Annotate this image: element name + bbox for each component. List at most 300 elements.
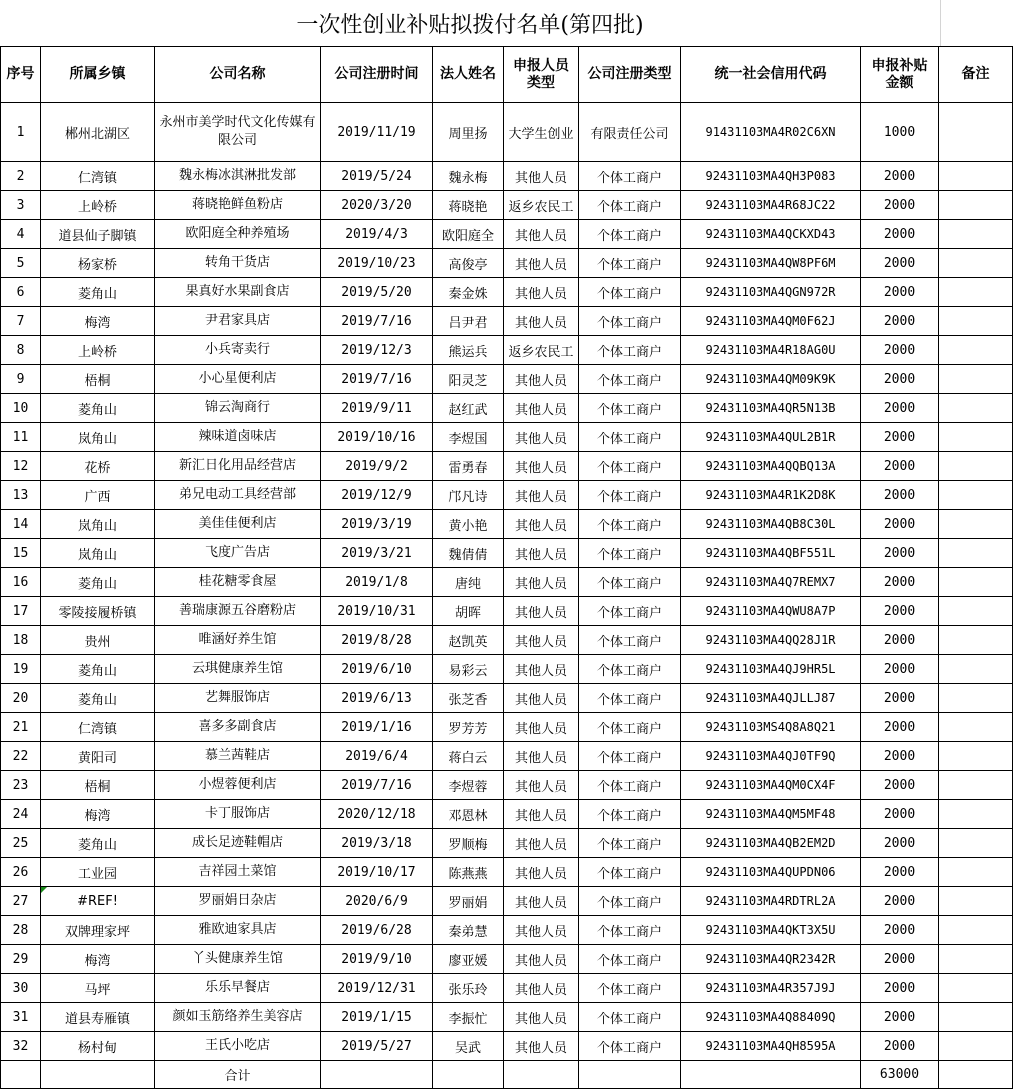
cell-company[interactable]: 蒋晓艳鲜鱼粉店 [155,191,321,220]
cell-reg-date[interactable]: 2019/12/31 [321,974,433,1003]
cell-town[interactable]: 梅湾 [41,800,155,829]
cell-note[interactable] [939,423,1013,452]
cell-town[interactable]: 郴州北湖区 [41,103,155,162]
cell-no[interactable]: 20 [1,684,41,713]
cell-legal-person[interactable]: 熊运兵 [433,336,504,365]
cell-applicant-type[interactable]: 其他人员 [504,568,579,597]
cell-credit-code[interactable]: 92431103MA4QGN972R [681,278,861,307]
cell-amount[interactable]: 2000 [861,684,939,713]
cell-legal-person[interactable]: 李煜国 [433,423,504,452]
cell-reg-date[interactable]: 2020/12/18 [321,800,433,829]
cell-reg-date[interactable]: 2019/10/31 [321,597,433,626]
cell-credit-code[interactable]: 92431103MA4QBF551L [681,539,861,568]
cell-applicant-type[interactable]: 返乡农民工 [504,336,579,365]
cell-reg-type[interactable]: 个体工商户 [579,365,681,394]
cell-applicant-type[interactable]: 返乡农民工 [504,191,579,220]
cell-town[interactable]: 广西 [41,481,155,510]
cell-legal-person[interactable]: 秦弟慧 [433,916,504,945]
cell-company[interactable]: 喜多多副食店 [155,713,321,742]
cell-town[interactable]: 仁湾镇 [41,162,155,191]
cell-reg-type[interactable]: 个体工商户 [579,829,681,858]
cell-amount[interactable]: 2000 [861,626,939,655]
cell-reg-type[interactable]: 个体工商户 [579,713,681,742]
cell-company[interactable]: 王氏小吃店 [155,1032,321,1061]
cell-applicant-type[interactable]: 其他人员 [504,800,579,829]
cell-note[interactable] [939,365,1013,394]
cell-applicant-type[interactable]: 其他人员 [504,278,579,307]
cell-reg-date[interactable]: 2019/5/27 [321,1032,433,1061]
total-cell-empty[interactable] [939,1061,1013,1089]
cell-town[interactable]: 工业园 [41,858,155,887]
cell-note[interactable] [939,539,1013,568]
total-cell-empty[interactable] [579,1061,681,1089]
cell-credit-code[interactable]: 92431103MA4QH3P083 [681,162,861,191]
cell-no[interactable]: 4 [1,220,41,249]
cell-company[interactable]: 弟兄电动工具经营部 [155,481,321,510]
cell-applicant-type[interactable]: 其他人员 [504,684,579,713]
cell-reg-type[interactable]: 个体工商户 [579,162,681,191]
cell-no[interactable]: 9 [1,365,41,394]
cell-credit-code[interactable]: 92431103MA4QB2EM2D [681,829,861,858]
cell-applicant-type[interactable]: 其他人员 [504,1003,579,1032]
cell-amount[interactable]: 2000 [861,452,939,481]
cell-no[interactable]: 2 [1,162,41,191]
cell-reg-type[interactable]: 个体工商户 [579,974,681,1003]
cell-reg-date[interactable]: 2019/5/24 [321,162,433,191]
cell-credit-code[interactable]: 92431103MA4QM09K9K [681,365,861,394]
cell-amount[interactable]: 2000 [861,162,939,191]
cell-applicant-type[interactable]: 其他人员 [504,1032,579,1061]
header-legal-person[interactable]: 法人姓名 [433,47,504,103]
cell-company[interactable]: 转角干货店 [155,249,321,278]
cell-applicant-type[interactable]: 其他人员 [504,742,579,771]
cell-no[interactable]: 8 [1,336,41,365]
cell-reg-date[interactable]: 2020/6/9 [321,887,433,916]
cell-credit-code[interactable]: 92431103MA4QJ9HR5L [681,655,861,684]
cell-legal-person[interactable]: 高俊亭 [433,249,504,278]
cell-credit-code[interactable]: 92431103MA4QR2342R [681,945,861,974]
total-cell-empty[interactable] [321,1061,433,1089]
cell-no[interactable]: 30 [1,974,41,1003]
cell-reg-type[interactable]: 个体工商户 [579,336,681,365]
cell-reg-date[interactable]: 2019/8/28 [321,626,433,655]
cell-amount[interactable]: 2000 [861,191,939,220]
cell-no[interactable]: 27 [1,887,41,916]
cell-legal-person[interactable]: 唐纯 [433,568,504,597]
cell-reg-type[interactable]: 个体工商户 [579,220,681,249]
cell-applicant-type[interactable]: 其他人员 [504,452,579,481]
cell-no[interactable]: 3 [1,191,41,220]
cell-company[interactable]: 颜如玉筋络养生美容店 [155,1003,321,1032]
cell-amount[interactable]: 2000 [861,974,939,1003]
header-credit-code[interactable]: 统一社会信用代码 [681,47,861,103]
cell-no[interactable]: 1 [1,103,41,162]
cell-legal-person[interactable]: 易彩云 [433,655,504,684]
cell-legal-person[interactable]: 吴武 [433,1032,504,1061]
cell-company[interactable]: 魏永梅冰淇淋批发部 [155,162,321,191]
cell-credit-code[interactable]: 92431103MA4QM0F62J [681,307,861,336]
page-title[interactable] [0,0,940,46]
cell-no[interactable]: 19 [1,655,41,684]
cell-no[interactable]: 24 [1,800,41,829]
cell-company[interactable]: 小心星便利店 [155,365,321,394]
cell-credit-code[interactable]: 92431103MA4R68JC22 [681,191,861,220]
cell-amount[interactable]: 2000 [861,713,939,742]
cell-reg-type[interactable]: 个体工商户 [579,307,681,336]
cell-reg-type[interactable]: 个体工商户 [579,191,681,220]
cell-reg-date[interactable]: 2019/6/13 [321,684,433,713]
cell-note[interactable] [939,394,1013,423]
cell-credit-code[interactable]: 92431103MA4QR5N13B [681,394,861,423]
cell-reg-type[interactable]: 个体工商户 [579,394,681,423]
cell-reg-date[interactable]: 2019/9/10 [321,945,433,974]
cell-legal-person[interactable]: 魏永梅 [433,162,504,191]
total-label[interactable]: 合计 [155,1061,321,1089]
cell-applicant-type[interactable]: 其他人员 [504,162,579,191]
cell-company[interactable]: 小兵寄卖行 [155,336,321,365]
cell-reg-type[interactable]: 个体工商户 [579,278,681,307]
cell-company[interactable]: 小煜蓉便利店 [155,771,321,800]
cell-town[interactable]: 菱角山 [41,829,155,858]
cell-credit-code[interactable]: 92431103MA4QUPDN06 [681,858,861,887]
cell-amount[interactable]: 2000 [861,220,939,249]
cell-no[interactable]: 32 [1,1032,41,1061]
cell-legal-person[interactable]: 秦金姝 [433,278,504,307]
cell-applicant-type[interactable]: 其他人员 [504,974,579,1003]
cell-amount[interactable]: 2000 [861,829,939,858]
cell-town[interactable]: 梧桐 [41,365,155,394]
cell-reg-type[interactable]: 个体工商户 [579,510,681,539]
cell-reg-date[interactable]: 2019/12/9 [321,481,433,510]
cell-credit-code[interactable]: 91431103MA4R02C6XN [681,103,861,162]
cell-no[interactable]: 10 [1,394,41,423]
cell-reg-type[interactable]: 个体工商户 [579,568,681,597]
cell-credit-code[interactable]: 92431103MA4R357J9J [681,974,861,1003]
cell-legal-person[interactable]: 吕尹君 [433,307,504,336]
cell-note[interactable] [939,684,1013,713]
cell-reg-type[interactable]: 个体工商户 [579,945,681,974]
cell-amount[interactable]: 2000 [861,307,939,336]
cell-legal-person[interactable]: 罗芳芳 [433,713,504,742]
cell-reg-type[interactable]: 个体工商户 [579,539,681,568]
cell-note[interactable] [939,336,1013,365]
cell-legal-person[interactable]: 陈燕燕 [433,858,504,887]
cell-reg-type[interactable]: 个体工商户 [579,1032,681,1061]
cell-credit-code[interactable]: 92431103MA4QM5MF48 [681,800,861,829]
header-note[interactable]: 备注 [939,47,1013,103]
cell-reg-type[interactable]: 个体工商户 [579,481,681,510]
cell-town[interactable]: 菱角山 [41,684,155,713]
cell-reg-type[interactable]: 个体工商户 [579,916,681,945]
cell-town[interactable]: 岚角山 [41,510,155,539]
cell-town[interactable]: 岚角山 [41,423,155,452]
cell-legal-person[interactable]: 赵凯英 [433,626,504,655]
cell-applicant-type[interactable]: 其他人员 [504,220,579,249]
cell-applicant-type[interactable]: 其他人员 [504,510,579,539]
cell-company[interactable]: 新汇日化用品经营店 [155,452,321,481]
cell-reg-date[interactable]: 2020/3/20 [321,191,433,220]
cell-reg-date[interactable]: 2019/4/3 [321,220,433,249]
cell-company[interactable]: 艺舞服饰店 [155,684,321,713]
total-amount[interactable]: 63000 [861,1061,939,1089]
header-reg-type[interactable]: 公司注册类型 [579,47,681,103]
total-cell-empty[interactable] [1,1061,41,1089]
cell-applicant-type[interactable]: 其他人员 [504,829,579,858]
cell-note[interactable] [939,220,1013,249]
cell-reg-type[interactable]: 个体工商户 [579,858,681,887]
cell-company[interactable]: 美佳佳便利店 [155,510,321,539]
header-applicant-type[interactable]: 申报人员类型 [504,47,579,103]
cell-legal-person[interactable]: 赵红武 [433,394,504,423]
cell-note[interactable] [939,597,1013,626]
cell-reg-date[interactable]: 2019/6/10 [321,655,433,684]
cell-note[interactable] [939,452,1013,481]
cell-reg-type[interactable]: 个体工商户 [579,423,681,452]
cell-legal-person[interactable]: 蒋晓艳 [433,191,504,220]
cell-note[interactable] [939,655,1013,684]
cell-credit-code[interactable]: 92431103MA4QQ28J1R [681,626,861,655]
cell-amount[interactable]: 2000 [861,887,939,916]
cell-credit-code[interactable]: 92431103MA4QUL2B1R [681,423,861,452]
cell-amount[interactable]: 2000 [861,423,939,452]
cell-note[interactable] [939,916,1013,945]
cell-amount[interactable]: 2000 [861,365,939,394]
cell-town[interactable]: 零陵接履桥镇 [41,597,155,626]
cell-credit-code[interactable]: 92431103MA4Q88409Q [681,1003,861,1032]
cell-credit-code[interactable]: 92431103MA4QW8PF6M [681,249,861,278]
cell-reg-date[interactable]: 2019/3/18 [321,829,433,858]
cell-town[interactable]: 花桥 [41,452,155,481]
cell-town[interactable]: 上岭桥 [41,191,155,220]
cell-amount[interactable]: 2000 [861,278,939,307]
cell-reg-type[interactable]: 个体工商户 [579,452,681,481]
cell-company[interactable]: 慕兰茜鞋店 [155,742,321,771]
cell-legal-person[interactable]: 李煜蓉 [433,771,504,800]
cell-no[interactable]: 21 [1,713,41,742]
cell-town[interactable]: 岚角山 [41,539,155,568]
cell-reg-date[interactable]: 2019/5/20 [321,278,433,307]
cell-reg-date[interactable]: 2019/7/16 [321,771,433,800]
cell-reg-date[interactable]: 2019/6/4 [321,742,433,771]
cell-reg-type[interactable]: 有限责任公司 [579,103,681,162]
cell-note[interactable] [939,829,1013,858]
cell-company[interactable]: 果真好水果副食店 [155,278,321,307]
cell-note[interactable] [939,713,1013,742]
cell-credit-code[interactable]: 92431103MA4QB8C30L [681,510,861,539]
cell-town[interactable]: 梅湾 [41,307,155,336]
cell-legal-person[interactable]: 胡晖 [433,597,504,626]
cell-note[interactable] [939,626,1013,655]
cell-reg-date[interactable]: 2019/6/28 [321,916,433,945]
cell-note[interactable] [939,858,1013,887]
cell-reg-date[interactable]: 2019/1/16 [321,713,433,742]
total-cell-empty[interactable] [504,1061,579,1089]
cell-company[interactable]: 尹君家具店 [155,307,321,336]
cell-reg-date[interactable]: 2019/10/23 [321,249,433,278]
cell-applicant-type[interactable]: 其他人员 [504,945,579,974]
header-no[interactable]: 序号 [1,47,41,103]
cell-reg-date[interactable]: 2019/7/16 [321,365,433,394]
cell-town[interactable]: 道县仙子脚镇 [41,220,155,249]
cell-reg-type[interactable]: 个体工商户 [579,684,681,713]
cell-town[interactable]: 道县寿雁镇 [41,1003,155,1032]
cell-applicant-type[interactable]: 其他人员 [504,365,579,394]
cell-no[interactable]: 12 [1,452,41,481]
cell-note[interactable] [939,1003,1013,1032]
cell-no[interactable]: 23 [1,771,41,800]
cell-town[interactable]: 马坪 [41,974,155,1003]
cell-reg-type[interactable]: 个体工商户 [579,742,681,771]
cell-town[interactable]: 黄阳司 [41,742,155,771]
header-company[interactable]: 公司名称 [155,47,321,103]
cell-company[interactable]: 乐乐早餐店 [155,974,321,1003]
cell-applicant-type[interactable]: 其他人员 [504,423,579,452]
cell-legal-person[interactable]: 罗丽娟 [433,887,504,916]
cell-company[interactable]: 卡丁服饰店 [155,800,321,829]
total-cell-empty[interactable] [41,1061,155,1089]
cell-town[interactable]: 菱角山 [41,568,155,597]
cell-credit-code[interactable]: 92431103MA4QWU8A7P [681,597,861,626]
cell-no[interactable]: 31 [1,1003,41,1032]
cell-applicant-type[interactable]: 其他人员 [504,916,579,945]
cell-no[interactable]: 11 [1,423,41,452]
total-cell-empty[interactable] [681,1061,861,1089]
cell-credit-code[interactable]: 92431103MA4QQBQ13A [681,452,861,481]
cell-no[interactable]: 16 [1,568,41,597]
cell-reg-date[interactable]: 2019/12/3 [321,336,433,365]
cell-town[interactable]: 梧桐 [41,771,155,800]
cell-reg-date[interactable]: 2019/10/16 [321,423,433,452]
cell-no[interactable]: 28 [1,916,41,945]
cell-applicant-type[interactable]: 其他人员 [504,626,579,655]
cell-note[interactable] [939,1032,1013,1061]
cell-company[interactable]: 桂花糖零食屋 [155,568,321,597]
cell-company[interactable]: 成长足迹鞋帽店 [155,829,321,858]
cell-applicant-type[interactable]: 其他人员 [504,858,579,887]
cell-town[interactable]: 梅湾 [41,945,155,974]
cell-company[interactable]: 飞度广告店 [155,539,321,568]
cell-legal-person[interactable]: 欧阳庭全 [433,220,504,249]
cell-credit-code[interactable]: 92431103MA4QH8595A [681,1032,861,1061]
cell-legal-person[interactable]: 邓恩林 [433,800,504,829]
cell-note[interactable] [939,945,1013,974]
cell-reg-type[interactable]: 个体工商户 [579,887,681,916]
cell-amount[interactable]: 2000 [861,916,939,945]
cell-amount[interactable]: 2000 [861,1032,939,1061]
cell-legal-person[interactable]: 廖亚媛 [433,945,504,974]
cell-applicant-type[interactable]: 大学生创业 [504,103,579,162]
cell-town[interactable]: 菱角山 [41,655,155,684]
cell-company[interactable]: 欧阳庭全种养殖场 [155,220,321,249]
cell-amount[interactable]: 2000 [861,800,939,829]
cell-reg-date[interactable]: 2019/1/8 [321,568,433,597]
cell-amount[interactable]: 2000 [861,858,939,887]
cell-note[interactable] [939,249,1013,278]
cell-credit-code[interactable]: 92431103MA4QKT3X5U [681,916,861,945]
cell-amount[interactable]: 2000 [861,742,939,771]
cell-legal-person[interactable]: 雷勇春 [433,452,504,481]
cell-amount[interactable]: 2000 [861,539,939,568]
cell-company[interactable]: 善瑞康源五谷磨粉店 [155,597,321,626]
cell-note[interactable] [939,887,1013,916]
cell-company[interactable]: 云琪健康养生馆 [155,655,321,684]
cell-note[interactable] [939,771,1013,800]
cell-credit-code[interactable]: 92431103MA4RDTRL2A [681,887,861,916]
cell-amount[interactable]: 2000 [861,597,939,626]
cell-note[interactable] [939,568,1013,597]
cell-note[interactable] [939,162,1013,191]
cell-legal-person[interactable]: 周里扬 [433,103,504,162]
cell-applicant-type[interactable]: 其他人员 [504,887,579,916]
cell-company[interactable]: 锦云淘商行 [155,394,321,423]
cell-town[interactable]: 菱角山 [41,278,155,307]
cell-legal-person[interactable]: 李振忙 [433,1003,504,1032]
cell-amount[interactable]: 2000 [861,1003,939,1032]
cell-credit-code[interactable]: 92431103MA4R1K2D8K [681,481,861,510]
cell-no[interactable]: 6 [1,278,41,307]
cell-applicant-type[interactable]: 其他人员 [504,249,579,278]
cell-no[interactable]: 14 [1,510,41,539]
cell-legal-person[interactable]: 阳灵芝 [433,365,504,394]
cell-note[interactable] [939,510,1013,539]
header-reg-date[interactable]: 公司注册时间 [321,47,433,103]
cell-amount[interactable]: 2000 [861,945,939,974]
cell-reg-type[interactable]: 个体工商户 [579,597,681,626]
header-amount[interactable]: 申报补贴金额 [861,47,939,103]
cell-reg-date[interactable]: 2019/3/21 [321,539,433,568]
cell-town[interactable]: #REF! [41,887,155,916]
cell-amount[interactable]: 2000 [861,249,939,278]
cell-applicant-type[interactable]: 其他人员 [504,481,579,510]
cell-applicant-type[interactable]: 其他人员 [504,713,579,742]
cell-no[interactable]: 7 [1,307,41,336]
cell-credit-code[interactable]: 92431103MS4Q8A8Q21 [681,713,861,742]
cell-applicant-type[interactable]: 其他人员 [504,771,579,800]
cell-applicant-type[interactable]: 其他人员 [504,539,579,568]
cell-no[interactable]: 13 [1,481,41,510]
total-cell-empty[interactable] [433,1061,504,1089]
cell-credit-code[interactable]: 92431103MA4QJLLJ87 [681,684,861,713]
cell-no[interactable]: 5 [1,249,41,278]
cell-reg-date[interactable]: 2019/7/16 [321,307,433,336]
cell-note[interactable] [939,307,1013,336]
cell-company[interactable]: 永州市美学时代文化传媒有限公司 [155,103,321,162]
cell-no[interactable]: 17 [1,597,41,626]
cell-amount[interactable]: 2000 [861,568,939,597]
cell-credit-code[interactable]: 92431103MA4R18AG0U [681,336,861,365]
cell-town[interactable]: 上岭桥 [41,336,155,365]
cell-company[interactable]: 辣味道卤味店 [155,423,321,452]
cell-town[interactable]: 杨家桥 [41,249,155,278]
cell-company[interactable]: 罗丽娟日杂店 [155,887,321,916]
cell-town[interactable]: 杨村甸 [41,1032,155,1061]
cell-applicant-type[interactable]: 其他人员 [504,394,579,423]
cell-reg-type[interactable]: 个体工商户 [579,655,681,684]
cell-reg-type[interactable]: 个体工商户 [579,1003,681,1032]
cell-company[interactable]: 丫头健康养生馆 [155,945,321,974]
cell-amount[interactable]: 2000 [861,655,939,684]
cell-amount[interactable]: 2000 [861,336,939,365]
cell-note[interactable] [939,103,1013,162]
cell-town[interactable]: 贵州 [41,626,155,655]
cell-town[interactable]: 双牌理家坪 [41,916,155,945]
cell-no[interactable]: 29 [1,945,41,974]
cell-legal-person[interactable]: 蒋白云 [433,742,504,771]
cell-reg-type[interactable]: 个体工商户 [579,249,681,278]
cell-amount[interactable]: 2000 [861,394,939,423]
cell-no[interactable]: 25 [1,829,41,858]
cell-no[interactable]: 15 [1,539,41,568]
